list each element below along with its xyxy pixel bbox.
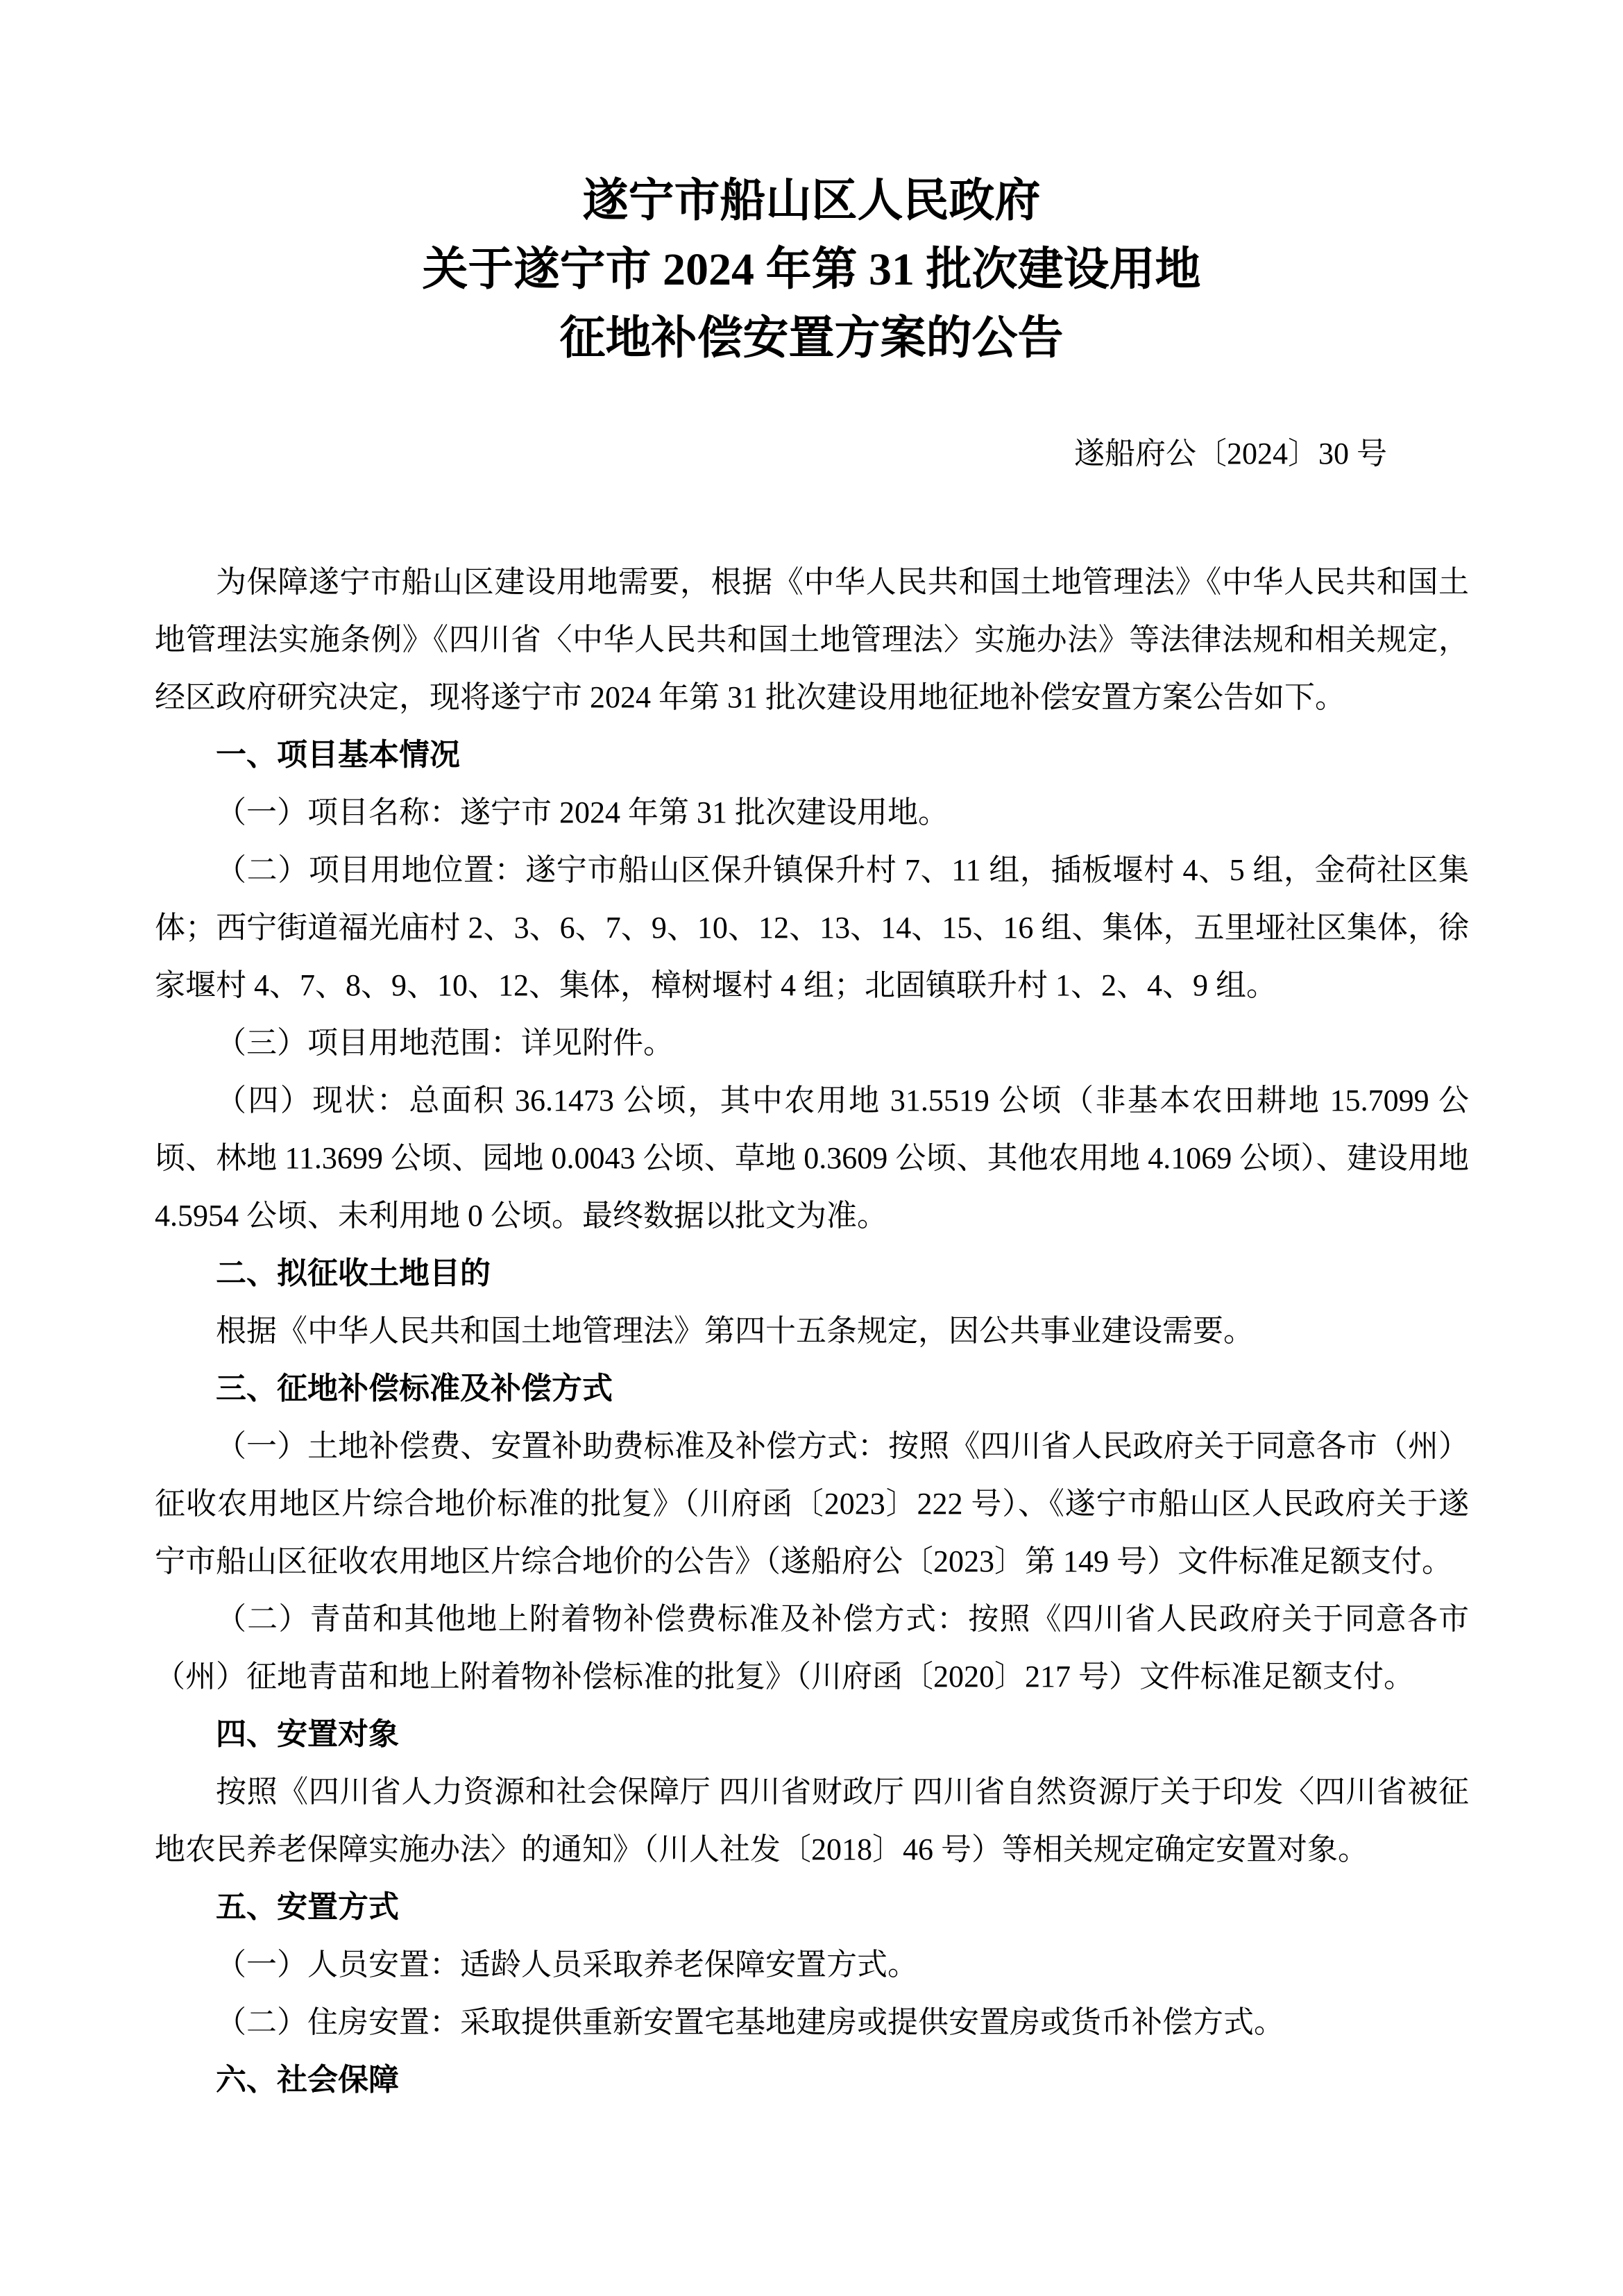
document-title: [0, 0, 1623, 373]
land-compensation-paragraph: （一）土地补偿费、安置补助费标准及补偿方式：按照《四川省人民政府关于同意各市（州）征收农用地区片综合地价标准的批复》（川府函〔2023〕222 号）、《遂宁市船山区人民政府关于遂宁市船山区征收农用地区片综合地价的公告》（遂船府公〔2023〕第 149 号）文件标准足额支付。: [155, 1429, 1469, 1578]
purpose-paragraph: 根据《中华人民共和国土地管理法》第四十五条规定，因公共事业建设需要。: [216, 1314, 1254, 1348]
personnel-resettlement-paragraph: （一）人员安置：适龄人员采取养老保障安置方式。: [216, 1948, 918, 1982]
section-2-heading: 二、拟征收土地目的: [216, 1256, 491, 1290]
document-body: [155, 553, 1469, 2109]
section-4-heading: 四、安置对象: [216, 1717, 399, 1751]
land-scope-paragraph: （三）项目用地范围：详见附件。: [216, 1026, 674, 1060]
current-status-paragraph: （四）现状：总面积 36.1473 公顷，其中农用地 31.5519 公顷（非基本农田耕地 15.7099 公顷、林地 11.3699 公顷、园地 0.0043 公顷、草地 0.3609 公顷、其他农用地 4.1069 公顷）、建设用地 4.5954 公顷、未利用地 0 公顷。最终数据以批文为准。: [155, 1083, 1469, 1233]
project-name-paragraph: （一）项目名称：遂宁市 2024 年第 31 批次建设用地。: [216, 795, 949, 829]
title-line-1: 遂宁市船山区人民政府: [582, 176, 1041, 226]
section-6-heading: 六、社会保障: [216, 2063, 399, 2097]
land-location-paragraph: （二）项目用地位置：遂宁市船山区保升镇保升村 7、11 组，插板堰村 4、5 组，金荷社区集体；西宁街道福光庙村 2、3、6、7、9、10、12、13、14、15、16 组、集体，五里垭社区集体，徐家堰村 4、7、8、9、10、12、集体，樟树堰村 4 组；北固镇联升村 1、2、4、9 组。: [155, 853, 1469, 1002]
intro-paragraph: 为保障遂宁市船山区建设用地需要，根据《中华人民共和国土地管理法》《中华人民共和国土地管理法实施条例》《四川省〈中华人民共和国土地管理法〉实施办法》等法律法规和相关规定，经区政府研究决定，现将遂宁市 2024 年第 31 批次建设用地征地补偿安置方案公告如下。: [155, 565, 1469, 714]
section-3-heading: 三、征地补偿标准及补偿方式: [216, 1371, 613, 1406]
title-line-3: 征地补偿安置方案的公告: [559, 313, 1064, 364]
housing-resettlement-paragraph: （二）住房安置：采取提供重新安置宅基地建房或提供安置房或货币补偿方式。: [216, 2005, 1284, 2039]
document-number: 遂船府公〔2024〕30 号: [1074, 437, 1387, 471]
section-1-heading: 一、项目基本情况: [216, 738, 460, 772]
title-line-2: 关于遂宁市 2024 年第 31 批次建设用地: [422, 244, 1201, 295]
resettlement-target-paragraph: 按照《四川省人力资源和社会保障厅 四川省财政厅 四川省自然资源厅关于印发〈四川省被征地农民养老保障实施办法〉的通知》（川人社发〔2018〕46 号）等相关规定确定安置对象。: [155, 1775, 1469, 1866]
seedling-compensation-paragraph: （二）青苗和其他地上附着物补偿费标准及补偿方式：按照《四川省人民政府关于同意各市（州）征地青苗和地上附着物补偿标准的批复》（川府函〔2020〕217 号）文件标准足额支付。: [155, 1602, 1469, 1694]
section-5-heading: 五、安置方式: [216, 1890, 399, 1924]
